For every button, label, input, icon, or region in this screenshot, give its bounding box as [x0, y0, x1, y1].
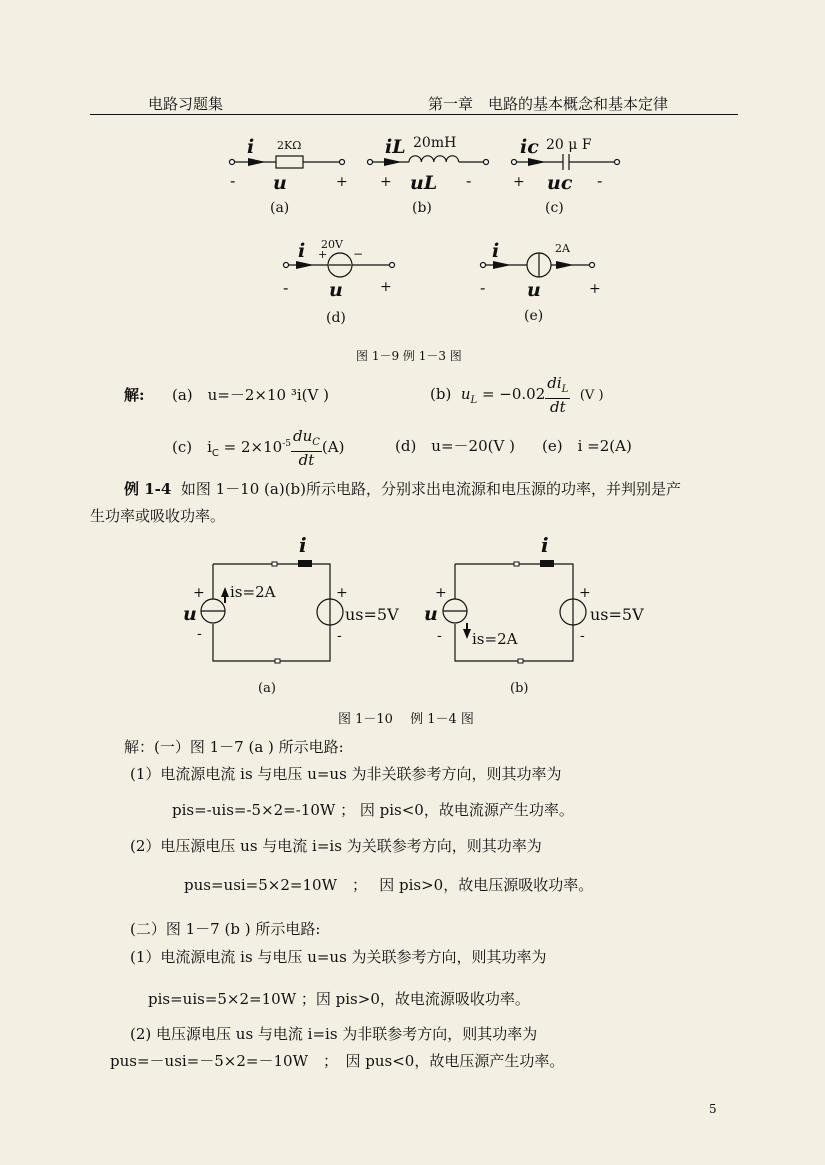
svg-text:+: + [435, 585, 447, 601]
svg-text:-: - [580, 628, 585, 644]
fig19d-voltage: u [329, 279, 343, 301]
fig110b-i: i [541, 533, 549, 557]
sol13-e: (e) i =2(A) [542, 437, 632, 455]
fig19e-value: 2A [555, 242, 570, 255]
svg-text:+: + [193, 585, 205, 601]
fig19a-voltage: u [273, 172, 287, 194]
fig110a-label: (a) [258, 681, 276, 696]
fig19c-value: 20 μ F [546, 137, 592, 153]
fig19d-plus: + [380, 279, 392, 295]
fig19d-minus: - [283, 278, 289, 297]
figure-1-9-caption: 图 1－9 例 1－3 图 [356, 349, 462, 363]
fig19d-label: (d) [326, 310, 346, 326]
fig110a-is: is=2A [230, 583, 276, 601]
ex14-text2: 生功率或吸收功率。 [90, 507, 226, 525]
fig19e-plus: + [589, 281, 601, 297]
fig19b-voltage: uL [410, 172, 438, 194]
svg-text:+: + [336, 585, 348, 601]
sol13-b: (b) $u_L = -0.02$ $\frac{di_L}{dt}$ (V ) [430, 373, 604, 416]
fig19a-value: 2KΩ [277, 139, 302, 152]
fig19b-label: (b) [412, 200, 432, 216]
ex14-text1: 例 1-4 如图 1－10 (a)(b)所示电路，分别求出电流源和电压源的功率，并判别是产 [124, 480, 681, 498]
fig19c-voltage: uc [547, 172, 573, 194]
fig19e-voltage: u [527, 279, 541, 301]
fig19a-current: i [247, 136, 255, 158]
page-number: 5 [709, 1102, 717, 1116]
sol13-c: (c) $i_C = 2\times 10^{-5}$ $\frac{du_C}{dt}$ (A) [172, 426, 345, 469]
sol14-p4: (2) 电压源电压 us 与电流 i=is 为非联参考方向，则其功率为 [130, 1025, 538, 1043]
fig19c-minus: - [597, 171, 603, 190]
fig19d-value: 20V [321, 238, 343, 251]
fig19d-current: i [298, 240, 306, 262]
fig19e-minus: - [480, 278, 486, 297]
svg-text:-: - [337, 628, 342, 644]
fig19a-plus: + [336, 174, 348, 190]
fig19c-label: (c) [545, 200, 564, 216]
svg-text:-: - [197, 626, 202, 642]
sol14-f3: pis=uis=5×2=10W ；因 pis>0，故电流源吸收功率。 [148, 990, 530, 1008]
sol13-label: 解: [124, 386, 145, 404]
svg-text:+: + [318, 248, 328, 261]
fig19e-current: i [492, 240, 500, 262]
fig19b-value: 20mH [413, 135, 457, 151]
fig19a-label: (a) [270, 200, 290, 216]
sol14-f4: pus=－usi=－5×2=－10W ； 因 pus<0，故电压源产生功率。 [110, 1052, 565, 1070]
sol14-f2: pus=usi=5×2=10W ； 因 pis>0，故电压源吸收功率。 [184, 876, 594, 894]
fig110b-u: u [424, 603, 438, 625]
fig110b-label: (b) [510, 681, 529, 696]
svg-text:-: - [437, 628, 442, 644]
figure-1-10-caption: 图 1－10 例 1－4 图 [338, 712, 474, 727]
sol14-title: 解：(一）图 1－7 (a ) 所示电路: [124, 738, 344, 756]
fig19a-minus: - [230, 171, 236, 190]
sol14-p3: (1）电流源电流 is 与电压 u=us 为关联参考方向，则其功率为 [130, 948, 547, 966]
fig19b-plus: + [380, 174, 392, 190]
fig19b-current: iL [385, 136, 406, 158]
sol13-a: (a) u=－2×10 ³i(V ) [172, 386, 329, 404]
svg-text:+: + [579, 585, 591, 601]
sol14-f1: pis=-uis=-5×2=-10W ； 因 pis<0，故电流源产生功率。 [172, 801, 574, 819]
fig110a-i: i [299, 533, 307, 557]
sol13-d: (d) u=－20(V ) [395, 437, 515, 455]
fig110b-is: is=2A [472, 630, 518, 648]
sol14-p2: (2）电压源电压 us 与电流 i=is 为关联参考方向，则其功率为 [130, 837, 542, 855]
header-left: 电路习题集 [148, 95, 224, 113]
fig19b-minus: - [466, 171, 472, 190]
fig110a-us: us=5V [345, 605, 399, 624]
svg-text:−: − [353, 247, 364, 261]
fig19c-current: ic [520, 136, 539, 158]
fig110b-us: us=5V [590, 605, 644, 624]
header-right: 第一章 电路的基本概念和基本定律 [428, 95, 669, 113]
fig19e-label: (e) [524, 308, 544, 324]
sol14-title2: (二）图 1－7 (b ) 所示电路: [130, 920, 321, 938]
fig110a-u: u [183, 603, 197, 625]
fig19c-plus: + [513, 174, 525, 190]
sol14-p1: (1）电流源电流 is 与电压 u=us 为非关联参考方向，则其功率为 [130, 765, 562, 783]
